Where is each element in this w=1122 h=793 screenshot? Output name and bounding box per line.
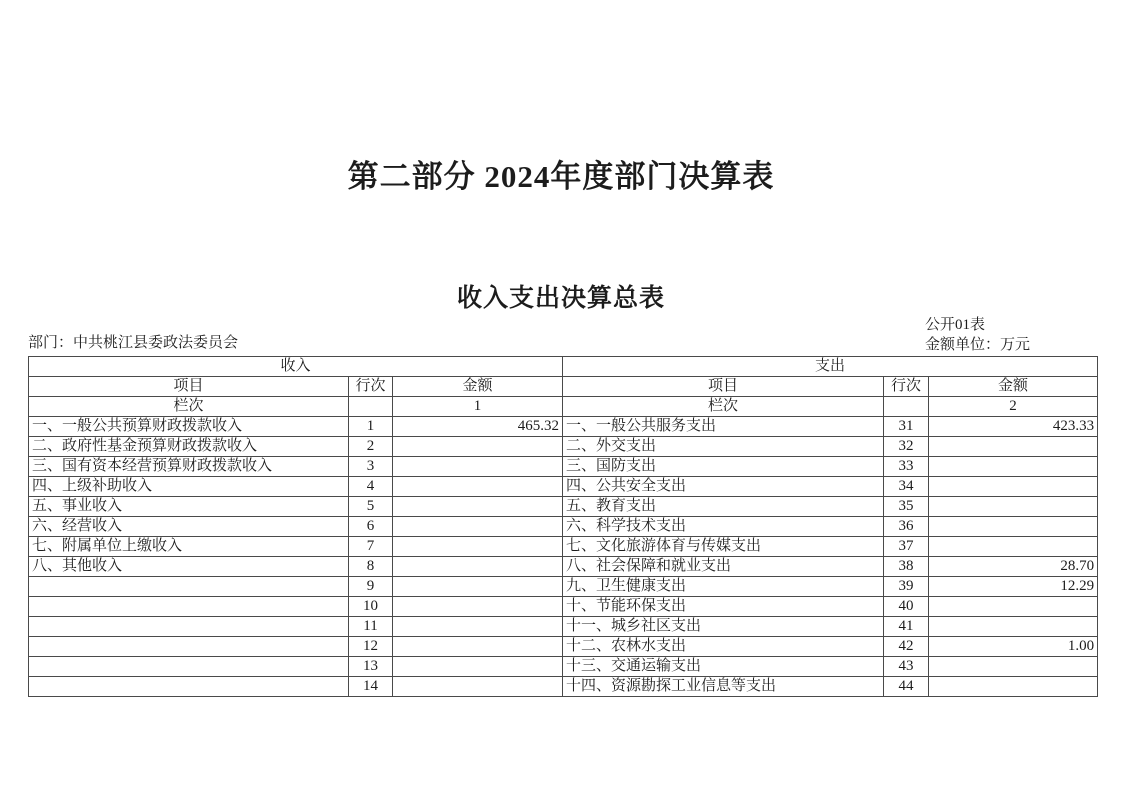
income-rowno-cell: 5 bbox=[349, 497, 393, 517]
table-row bbox=[29, 617, 1098, 637]
expense-amount-cell bbox=[929, 597, 1098, 617]
income-amount-cell bbox=[393, 457, 563, 477]
expense-amount-cell bbox=[929, 537, 1098, 557]
income-item-cell: 八、其他收入 bbox=[29, 557, 349, 577]
expense-item-cell: 四、公共安全支出 bbox=[563, 477, 884, 497]
table-row bbox=[29, 597, 1098, 617]
expense-lanci-rowno-cell bbox=[884, 397, 929, 417]
income-item-cell bbox=[29, 677, 349, 697]
expense-rowno-header: 行次 bbox=[884, 377, 929, 397]
expense-amount-cell bbox=[929, 617, 1098, 637]
expense-amount-cell bbox=[929, 657, 1098, 677]
income-item-cell: 六、经营收入 bbox=[29, 517, 349, 537]
income-item-cell: 一、一般公共预算财政拨款收入 bbox=[29, 417, 349, 437]
expense-rowno-cell: 42 bbox=[884, 637, 929, 657]
expense-amount-cell bbox=[929, 477, 1098, 497]
expense-rowno-cell: 44 bbox=[884, 677, 929, 697]
expense-rowno-cell: 34 bbox=[884, 477, 929, 497]
expense-rowno-cell: 32 bbox=[884, 437, 929, 457]
income-amount-cell bbox=[393, 557, 563, 577]
department-label: 部门：中共桃江县委政法委员会 bbox=[28, 335, 239, 351]
expense-amount-header: 金额 bbox=[929, 377, 1098, 397]
income-rowno-cell: 13 bbox=[349, 657, 393, 677]
income-amount-cell bbox=[393, 437, 563, 457]
section-header-row bbox=[29, 357, 1098, 377]
expense-item-cell: 九、卫生健康支出 bbox=[563, 577, 884, 597]
expense-item-cell: 六、科学技术支出 bbox=[563, 517, 884, 537]
expense-item-cell: 十一、城乡社区支出 bbox=[563, 617, 884, 637]
expense-column-number: 2 bbox=[929, 397, 1098, 417]
expense-amount-cell: 28.70 bbox=[929, 557, 1098, 577]
expense-rowno-cell: 41 bbox=[884, 617, 929, 637]
income-amount-cell bbox=[393, 657, 563, 677]
expense-item-cell: 二、外交支出 bbox=[563, 437, 884, 457]
table-row bbox=[29, 477, 1098, 497]
income-lanci-label: 栏次 bbox=[29, 397, 349, 417]
table-row bbox=[29, 537, 1098, 557]
expense-rowno-cell: 39 bbox=[884, 577, 929, 597]
table-row bbox=[29, 517, 1098, 537]
expense-item-cell: 五、教育支出 bbox=[563, 497, 884, 517]
expense-amount-cell bbox=[929, 517, 1098, 537]
income-rowno-cell: 12 bbox=[349, 637, 393, 657]
income-item-cell bbox=[29, 617, 349, 637]
expense-item-cell: 十三、交通运输支出 bbox=[563, 657, 884, 677]
income-amount-cell bbox=[393, 537, 563, 557]
expense-amount-cell bbox=[929, 677, 1098, 697]
expense-item-cell: 八、社会保障和就业支出 bbox=[563, 557, 884, 577]
expense-rowno-cell: 36 bbox=[884, 517, 929, 537]
expense-amount-cell bbox=[929, 497, 1098, 517]
table-row bbox=[29, 657, 1098, 677]
expense-item-cell: 一、一般公共服务支出 bbox=[563, 417, 884, 437]
table-row bbox=[29, 637, 1098, 657]
income-rowno-cell: 3 bbox=[349, 457, 393, 477]
income-rowno-cell: 11 bbox=[349, 617, 393, 637]
income-amount-cell bbox=[393, 477, 563, 497]
income-item-cell bbox=[29, 597, 349, 617]
expense-amount-cell: 423.33 bbox=[929, 417, 1098, 437]
income-lanci-rowno-cell bbox=[349, 397, 393, 417]
table-row bbox=[29, 677, 1098, 697]
income-item-cell: 七、附属单位上缴收入 bbox=[29, 537, 349, 557]
income-amount-cell bbox=[393, 577, 563, 597]
amount-unit-label: 金额单位：万元 bbox=[925, 337, 1031, 353]
expense-item-cell: 三、国防支出 bbox=[563, 457, 884, 477]
expense-rowno-cell: 38 bbox=[884, 557, 929, 577]
income-rowno-cell: 2 bbox=[349, 437, 393, 457]
expense-section-header: 支出 bbox=[563, 357, 1098, 377]
table-row bbox=[29, 437, 1098, 457]
income-rowno-cell: 10 bbox=[349, 597, 393, 617]
income-rowno-cell: 8 bbox=[349, 557, 393, 577]
column-header-row bbox=[29, 377, 1098, 397]
income-amount-cell bbox=[393, 637, 563, 657]
income-item-cell bbox=[29, 577, 349, 597]
income-rowno-cell: 6 bbox=[349, 517, 393, 537]
income-section-header: 收入 bbox=[29, 357, 563, 377]
income-item-cell: 三、国有资本经营预算财政拨款收入 bbox=[29, 457, 349, 477]
income-rowno-cell: 14 bbox=[349, 677, 393, 697]
income-item-cell bbox=[29, 657, 349, 677]
table-row bbox=[29, 497, 1098, 517]
page-title: 第二部分 2024年度部门决算表 bbox=[347, 159, 775, 194]
income-item-cell bbox=[29, 637, 349, 657]
expense-amount-cell: 1.00 bbox=[929, 637, 1098, 657]
expense-item-cell: 十二、农林水支出 bbox=[563, 637, 884, 657]
expense-rowno-cell: 40 bbox=[884, 597, 929, 617]
expense-lanci-label: 栏次 bbox=[563, 397, 884, 417]
expense-item-cell: 七、文化旅游体育与传媒支出 bbox=[563, 537, 884, 557]
expense-item-cell: 十四、资源勘探工业信息等支出 bbox=[563, 677, 884, 697]
table-row bbox=[29, 457, 1098, 477]
income-item-cell: 二、政府性基金预算财政拨款收入 bbox=[29, 437, 349, 457]
expense-amount-cell: 12.29 bbox=[929, 577, 1098, 597]
summary-table bbox=[28, 356, 1098, 697]
expense-rowno-cell: 31 bbox=[884, 417, 929, 437]
expense-amount-cell bbox=[929, 437, 1098, 457]
expense-item-cell: 十、节能环保支出 bbox=[563, 597, 884, 617]
income-amount-cell bbox=[393, 677, 563, 697]
expense-item-header: 项目 bbox=[563, 377, 884, 397]
income-item-cell: 五、事业收入 bbox=[29, 497, 349, 517]
income-amount-cell bbox=[393, 617, 563, 637]
income-rowno-cell: 7 bbox=[349, 537, 393, 557]
expense-rowno-cell: 33 bbox=[884, 457, 929, 477]
expense-rowno-cell: 35 bbox=[884, 497, 929, 517]
income-item-cell: 四、上级补助收入 bbox=[29, 477, 349, 497]
income-rowno-cell: 9 bbox=[349, 577, 393, 597]
income-amount-cell bbox=[393, 517, 563, 537]
income-rowno-cell: 1 bbox=[349, 417, 393, 437]
income-rowno-header: 行次 bbox=[349, 377, 393, 397]
table-code-label: 公开01表 bbox=[925, 317, 986, 333]
income-column-number: 1 bbox=[393, 397, 563, 417]
income-amount-cell bbox=[393, 497, 563, 517]
column-number-row bbox=[29, 397, 1098, 417]
expense-amount-cell bbox=[929, 457, 1098, 477]
table-title: 收入支出决算总表 bbox=[456, 285, 665, 312]
table-row bbox=[29, 557, 1098, 577]
table-row bbox=[29, 417, 1098, 437]
income-item-header: 项目 bbox=[29, 377, 349, 397]
expense-rowno-cell: 37 bbox=[884, 537, 929, 557]
income-amount-cell bbox=[393, 597, 563, 617]
expense-rowno-cell: 43 bbox=[884, 657, 929, 677]
income-amount-header: 金额 bbox=[393, 377, 563, 397]
income-rowno-cell: 4 bbox=[349, 477, 393, 497]
income-amount-cell: 465.32 bbox=[393, 417, 563, 437]
table-row bbox=[29, 577, 1098, 597]
